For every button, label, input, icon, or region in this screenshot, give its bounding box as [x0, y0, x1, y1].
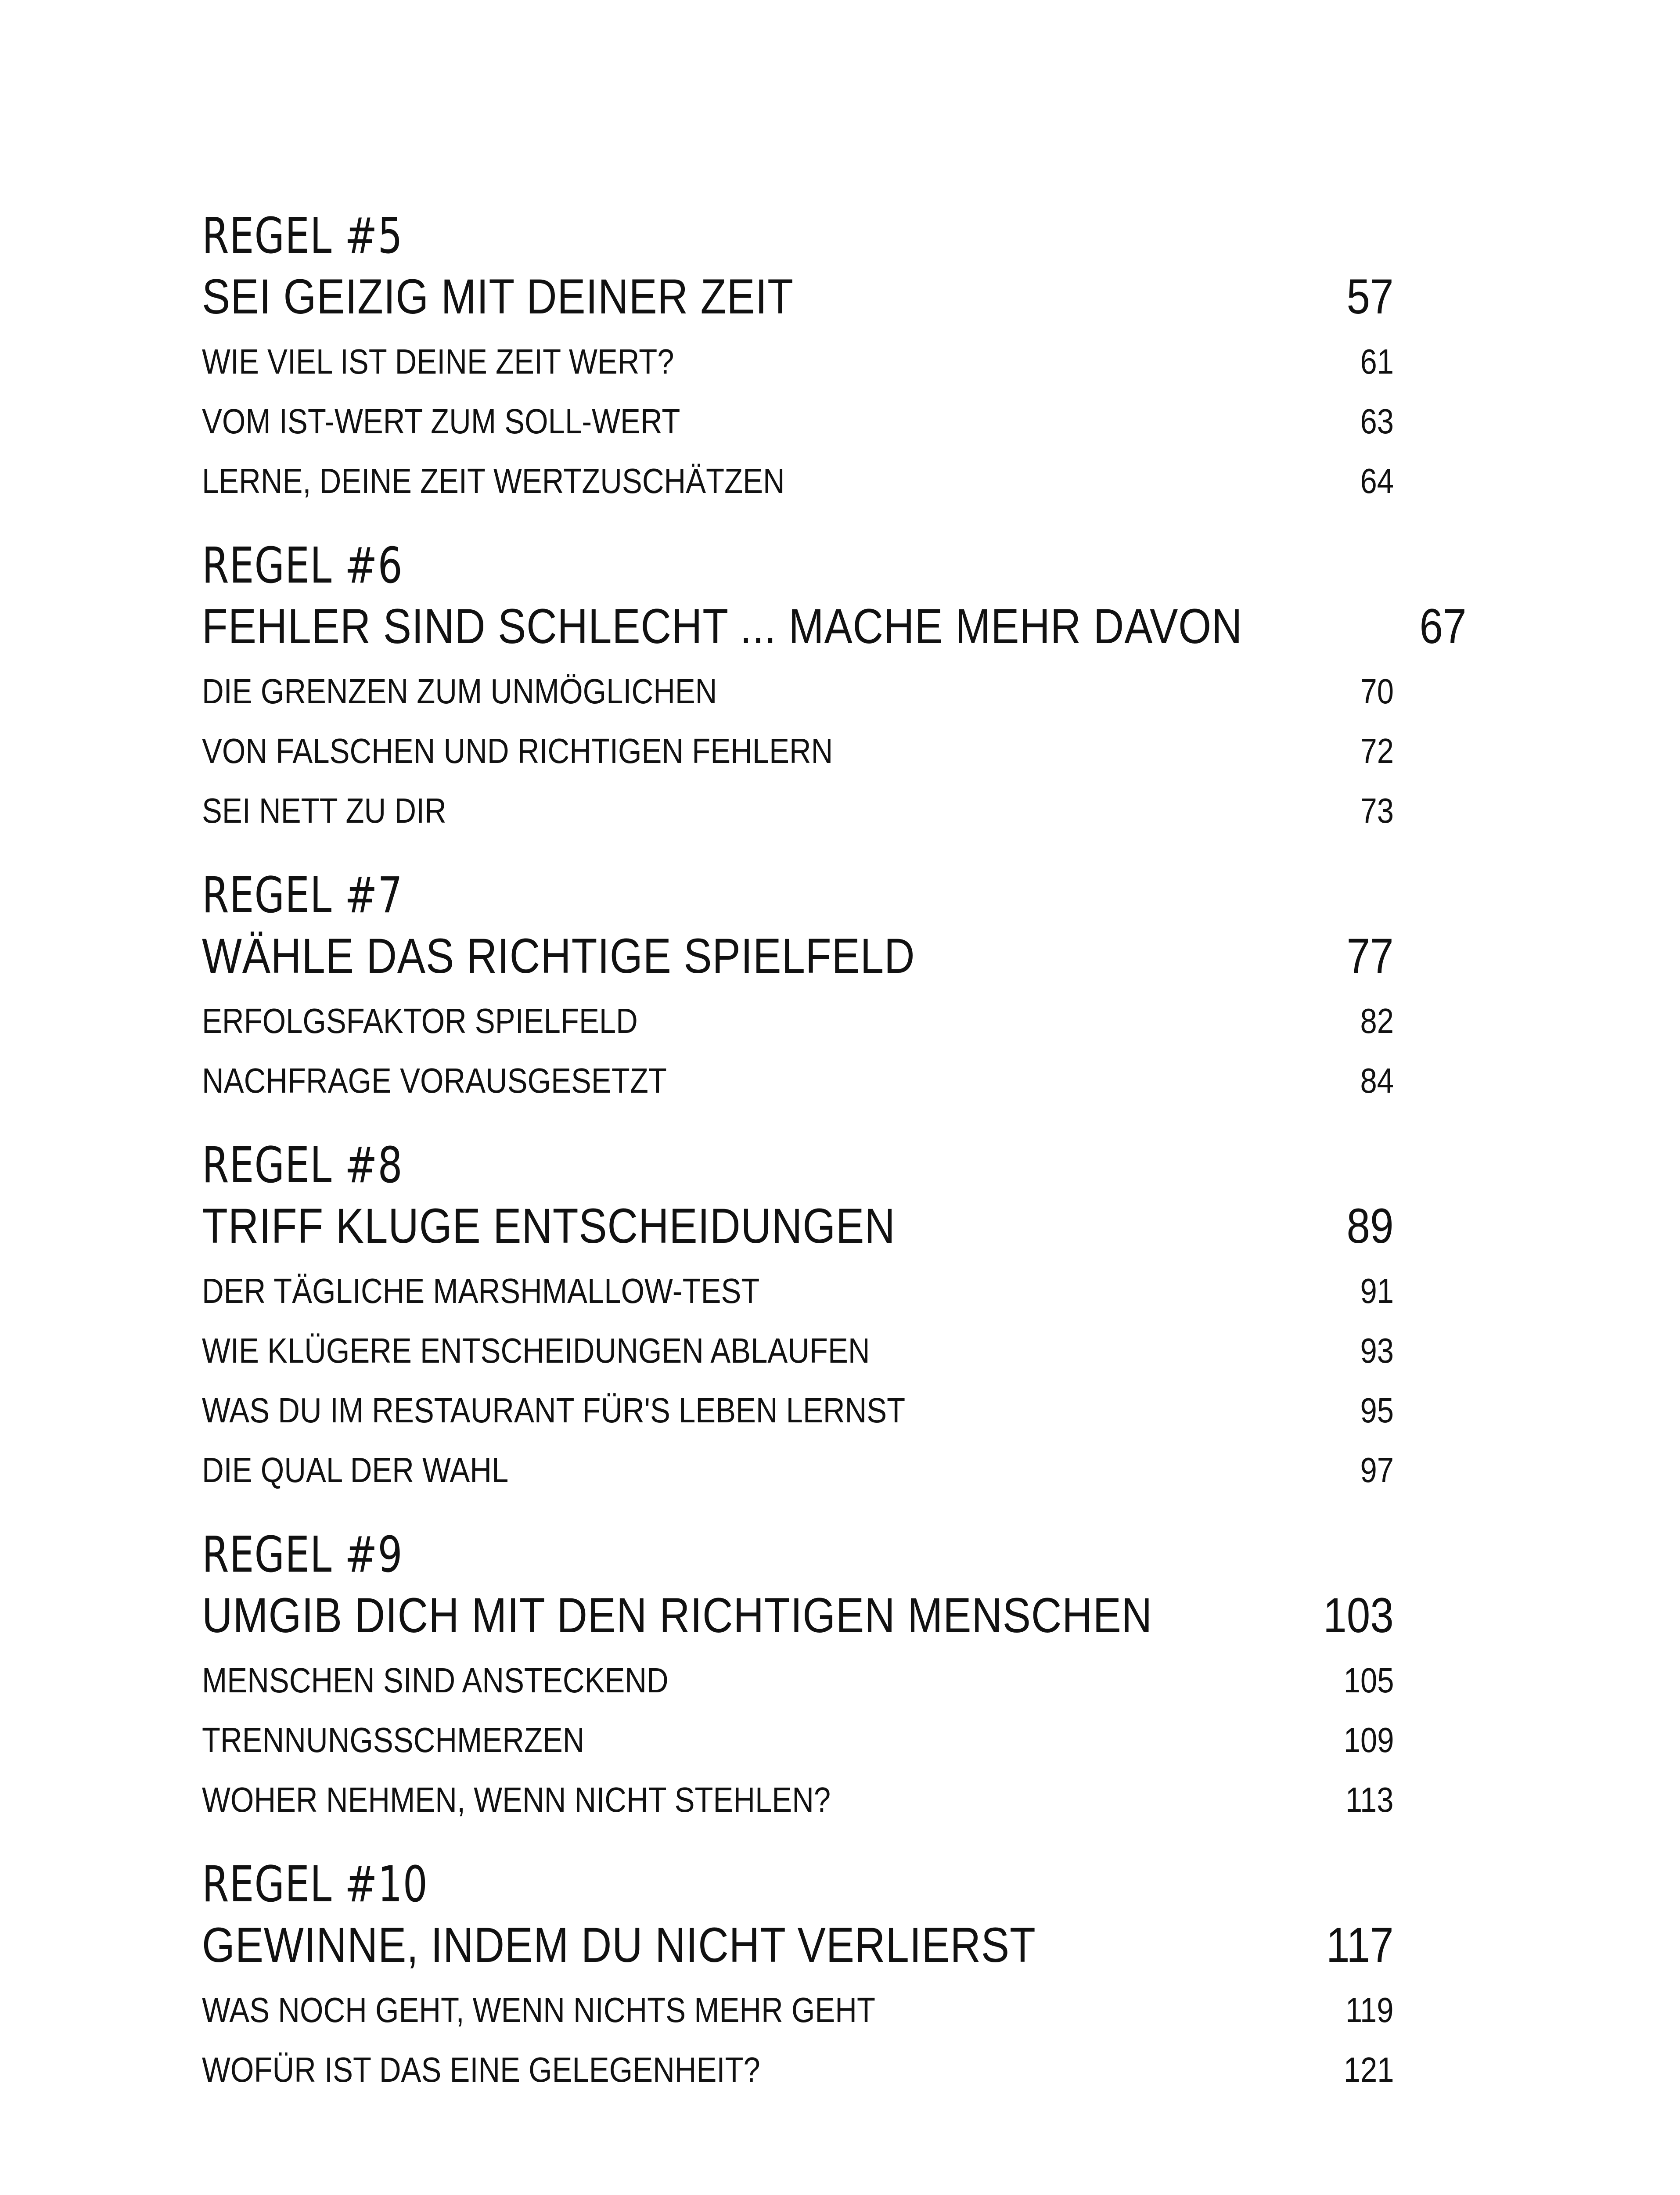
entry-page-number: 113: [1345, 1780, 1394, 1819]
toc-chapter: [202, 1525, 1394, 1830]
rule-label: REGEL #9: [202, 1526, 403, 1583]
toc-entry[interactable]: [202, 1261, 1394, 1321]
rule-label: REGEL #7: [202, 867, 403, 924]
entry-page-number: 63: [1360, 402, 1394, 441]
entry-title: WAS DU IM RESTAURANT FÜR'S LEBEN LERNST: [202, 1391, 906, 1430]
chapter-page-number: 103: [1323, 1588, 1394, 1643]
chapter-heading[interactable]: [202, 1195, 1394, 1257]
entry-title: TRENNUNGSSCHMERZEN: [202, 1720, 585, 1760]
entry-page-number: 64: [1360, 461, 1394, 500]
toc-entry[interactable]: [202, 1321, 1394, 1381]
toc-chapter: [202, 866, 1394, 1111]
section-list: [202, 1651, 1394, 1830]
entry-title: WAS NOCH GEHT, WENN NICHTS MEHR GEHT: [202, 1990, 875, 2029]
table-of-contents: [202, 206, 1467, 2100]
rule-label: REGEL #5: [202, 208, 403, 265]
toc-chapter: [202, 536, 1467, 841]
section-list: [202, 662, 1394, 841]
chapter-title: UMGIB DICH MIT DEN RICHTIGEN MENSCHEN: [202, 1588, 1153, 1643]
chapter-heading[interactable]: [202, 266, 1394, 327]
entry-title: DER TÄGLICHE MARSHMALLOW-TEST: [202, 1271, 760, 1310]
toc-entry[interactable]: [202, 2040, 1394, 2100]
chapter-heading[interactable]: [202, 925, 1394, 987]
rule-label: REGEL #8: [202, 1137, 403, 1194]
toc-entry[interactable]: [202, 1770, 1394, 1830]
chapter-page-number: 67: [1419, 599, 1467, 654]
toc-entry[interactable]: [202, 451, 1394, 511]
entry-page-number: 82: [1360, 1001, 1394, 1040]
chapter-title: FEHLER SIND SCHLECHT ... MACHE MEHR DAVON: [202, 599, 1243, 654]
section-list: [202, 1980, 1394, 2100]
entry-page-number: 73: [1360, 791, 1394, 830]
toc-entry[interactable]: [202, 1710, 1394, 1770]
chapter-page-number: 89: [1346, 1198, 1394, 1253]
toc-chapter: [202, 206, 1394, 511]
entry-page-number: 119: [1345, 1990, 1394, 2029]
entry-title: MENSCHEN SIND ANSTECKEND: [202, 1661, 669, 1700]
entry-title: VOM IST-WERT ZUM SOLL-WERT: [202, 402, 680, 441]
toc-entry[interactable]: [202, 1381, 1394, 1440]
entry-page-number: 72: [1360, 731, 1394, 770]
rule-label: REGEL #10: [202, 1856, 428, 1913]
toc-entry[interactable]: [202, 332, 1394, 392]
entry-title: ERFOLGSFAKTOR SPIELFELD: [202, 1001, 638, 1040]
entry-page-number: 95: [1360, 1391, 1394, 1430]
chapter-heading[interactable]: [202, 1914, 1394, 1976]
entry-title: WOFÜR IST DAS EINE GELEGENHEIT?: [202, 2050, 760, 2089]
toc-chapter: [202, 1855, 1394, 2100]
entry-title: DIE QUAL DER WAHL: [202, 1450, 509, 1490]
entry-page-number: 84: [1360, 1061, 1394, 1100]
section-list: [202, 991, 1394, 1111]
toc-entry[interactable]: [202, 1051, 1394, 1111]
toc-entry[interactable]: [202, 1440, 1394, 1500]
chapter-title: TRIFF KLUGE ENTSCHEIDUNGEN: [202, 1198, 896, 1253]
entry-title: SEI NETT ZU DIR: [202, 791, 446, 830]
toc-entry[interactable]: [202, 721, 1394, 781]
entry-page-number: 105: [1343, 1661, 1394, 1700]
toc-entry[interactable]: [202, 781, 1394, 841]
entry-title: NACHFRAGE VORAUSGESETZT: [202, 1061, 667, 1100]
entry-title: VON FALSCHEN UND RICHTIGEN FEHLERN: [202, 731, 833, 770]
entry-title: DIE GRENZEN ZUM UNMÖGLICHEN: [202, 672, 717, 711]
toc-chapter: [202, 1136, 1394, 1500]
chapter-heading[interactable]: [202, 596, 1467, 657]
entry-page-number: 61: [1360, 342, 1394, 381]
entry-page-number: 70: [1360, 672, 1394, 711]
entry-title: WIE VIEL IST DEINE ZEIT WERT?: [202, 342, 674, 381]
entry-page-number: 97: [1360, 1450, 1394, 1490]
section-list: [202, 332, 1394, 511]
entry-title: LERNE, DEINE ZEIT WERTZUSCHÄTZEN: [202, 461, 785, 500]
chapter-page-number: 57: [1346, 269, 1394, 324]
toc-entry[interactable]: [202, 662, 1394, 721]
toc-entry[interactable]: [202, 1651, 1394, 1710]
rule-label: REGEL #6: [202, 537, 403, 594]
entry-page-number: 93: [1360, 1331, 1394, 1370]
toc-entry[interactable]: [202, 991, 1394, 1051]
chapter-title: SEI GEIZIG MIT DEINER ZEIT: [202, 269, 794, 324]
toc-entry[interactable]: [202, 392, 1394, 451]
chapter-title: WÄHLE DAS RICHTIGE SPIELFELD: [202, 928, 915, 983]
chapter-heading[interactable]: [202, 1585, 1394, 1646]
entry-page-number: 109: [1343, 1720, 1394, 1760]
chapter-page-number: 77: [1346, 928, 1394, 983]
entry-title: WOHER NEHMEN, WENN NICHT STEHLEN?: [202, 1780, 831, 1819]
entry-page-number: 121: [1343, 2050, 1394, 2089]
entry-page-number: 91: [1360, 1271, 1394, 1310]
chapter-title: GEWINNE, INDEM DU NICHT VERLIERST: [202, 1918, 1036, 1972]
entry-title: WIE KLÜGERE ENTSCHEIDUNGEN ABLAUFEN: [202, 1331, 870, 1370]
chapter-page-number: 117: [1326, 1918, 1394, 1972]
toc-entry[interactable]: [202, 1980, 1394, 2040]
section-list: [202, 1261, 1394, 1500]
